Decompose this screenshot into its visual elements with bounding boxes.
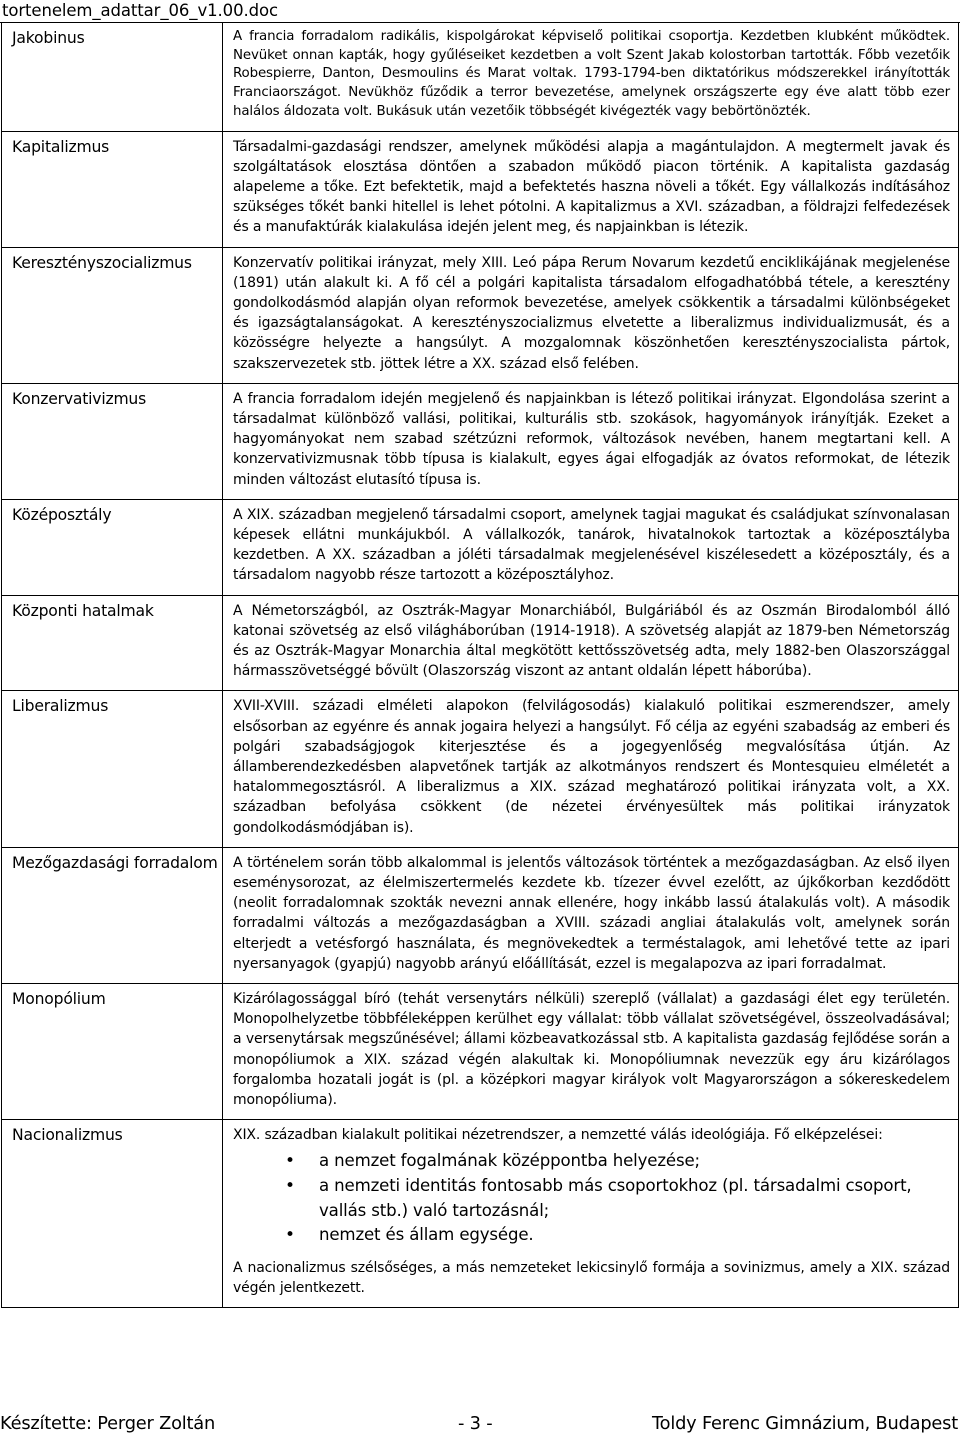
- document-header: [0, 0, 960, 23]
- definition-intro: XIX. században kialakult politikai nézetrendszer, a nemzetté válás ideológiája. Fő elképzelései:: [233, 1127, 883, 1144]
- footer-page-number: - 3 -: [458, 1413, 493, 1434]
- term-cell: Monopólium: [2, 984, 223, 1120]
- term-cell: Keresztényszocializmus: [2, 247, 223, 383]
- table-row: [2, 383, 959, 499]
- bullet-list: [233, 1149, 950, 1247]
- definition-text: A Németországból, az Osztrák-Magyar Monarchiából, Bulgáriából és az Oszmán Birodalomból álló katonai szövetség az első világháborúban (1914-1918). A szövetség alapját az 1879-ben Németország és az Osztrák-Magyar Monarchia által megkötött kettősszövetség adta, mely 1882-ben Olaszországgal hármasszövetséggé bővült (Olaszország viszont az antant oldalán lépett háborúba).: [233, 602, 950, 680]
- definition-cell: [223, 1120, 959, 1308]
- term-cell: Központi hatalmak: [2, 595, 223, 691]
- list-item: • a nemzet fogalmának középpontba helyezése;: [319, 1149, 950, 1174]
- definition-text: Társadalmi-gazdasági rendszer, amelynek működési alapja a magántulajdon. A megtermelt javak és szolgáltatások elosztása döntően a szabadon működő piacon történik. A kapitalista gazdaság alapeleme a tőke. Ezt befektetik, majd a befektetés haszna növeli a tőkét. Egy vállalkozás indításához szükséges tőkét banki hitellel is lehet pótolni. A kapitalizmus a XVI. században, a földrajzi felfedezések és a manufaktúrák kialakulása idején jelent meg, és napjainkban is létezik.: [233, 138, 950, 236]
- glossary-table: [1, 22, 959, 1308]
- table-row: [2, 984, 959, 1120]
- definition-cell: [223, 847, 959, 983]
- definition-cell: [223, 691, 959, 847]
- table-row: [2, 23, 959, 132]
- definition-cell: [223, 383, 959, 499]
- term-cell: Nacionalizmus: [2, 1120, 223, 1308]
- table-row: [2, 499, 959, 595]
- definition-cell: [223, 499, 959, 595]
- list-item: • a nemzeti identitás fontosabb más csoportokhoz (pl. társadalmi csoport, vallás stb.) való tartozásnál;: [319, 1174, 950, 1223]
- term-cell: Mezőgazdasági forradalom: [2, 847, 223, 983]
- definition-text: XVII-XVIII. századi elméleti alapokon (felvilágosodás) kialakuló politikai eszmerendszer, amely elsősorban az egyénre és annak jogaira helyezi a hangsúlyt. Fő célja az egyéni szabadság az emberi és polgári szabadságjogok kiterjesztése és a jogegyenlőség megvalósítása útján. Az államberendezkedésben alapvetőnek tartják az alkotmányos rendszert és Montesquieu elméletét a hatalommegosztásról. A liberalizmus a XIX. század meghatározó politikai irányzata volt, a XX. században befolyása csökkent (de nézetei érvényesültek más politikai irányzatok gondolkodásmódjában is).: [233, 698, 950, 836]
- definition-text: A XIX. században megjelenő társadalmi csoport, amelynek tagjai magukat és családjukat színvonalasan képesek ellátni munkájukból. A vállalkozók, tanárok, hivatalnokok tartoztak a középosztályba kezdetben. A XX. században a jóléti társadalmak megjelenésével kiszélesedett a középosztály, és a társadalom nagyobb része tartozott a középosztályhoz.: [233, 506, 950, 584]
- term-cell: Konzervativizmus: [2, 383, 223, 499]
- table-row: [2, 691, 959, 847]
- definition-cell: [223, 23, 959, 132]
- table-row: [2, 131, 959, 247]
- footer-school: Toldy Ferenc Gimnázium, Budapest: [652, 1413, 958, 1434]
- definition-text: A történelem során több alkalommal is jelentős változások történtek a mezőgazdaságban. Az első ilyen eseménysorozat, az élelmiszertermelés kezdete kb. tízezer évvel ezelőtt, az újkőkorban kezdődött (neolit forradalomnak szokták nevezni annak ellenére, hogy inkább lassú átalakulás volt). A második forradalmi változás a mezőgazdaságban a XVIII. századi angliai átalakulás volt, amelynek során elterjedt a vetésforgó használata, és megnövekedtek a terméstalagok, ami lehetővé tette az ipari nyersanyagok (gyapjú) nagyobb arányú előállítását, ezzel is megalapozva az ipari forradalmat.: [233, 854, 950, 972]
- table-row: [2, 1120, 959, 1308]
- term-cell: Liberalizmus: [2, 691, 223, 847]
- definition-cell: [223, 595, 959, 691]
- definition-text: A francia forradalom radikális, kispolgárokat képviselő politikai csoportja. Kezdetben klubként működtek. Nevüket onnan kapták, hogy gyűléseiket kezdetben a volt Szent Jakab kolostorban tartották. Főbb vezetőik Robespierre, Danton, Desmoulins és Marat voltak. 1793-1794-ben diktatórikus módszerekkel irányították Franciaországot. Nevükhöz fűződik a terror bevezetése, amelynek országszerte egy éve alatt több ezer halálos áldozata volt. Bukásuk után vezetőik többségét kivégezték vagy bebörtönözték.: [233, 29, 950, 119]
- term-cell: Középosztály: [2, 499, 223, 595]
- table-row: [2, 595, 959, 691]
- definition-cell: [223, 984, 959, 1120]
- definition-cell: [223, 131, 959, 247]
- definition-text: A francia forradalom idején megjelenő és napjainkban is létező politikai irányzat. Elgondolása szerint a társadalmat különböző vallási, politikai, kulturális stb. szokások, hagyományok irányítják. Ezeket a hagyományokat nem szabad szétzúzni reformok, változások nevében, hanem megtartani kell. A konzervativizmusnak több típusa is kialakult, egyes ágai elfogadják az óvatos reformokat, de létezik minden változást elutasító típusa is.: [233, 390, 950, 488]
- list-item: • nemzet és állam egysége.: [319, 1223, 950, 1248]
- footer-author: Készítette: Perger Zoltán: [0, 1413, 216, 1434]
- document-footer: [0, 1412, 960, 1436]
- term-cell: Kapitalizmus: [2, 131, 223, 247]
- document-filename: tortenelem_adattar_06_v1.00.doc: [2, 1, 278, 20]
- definition-text: Kizárólagossággal bíró (tehát versenytárs nélküli) szereplő (vállalat) a gazdasági élet egy területén. Monopolhelyzetbe többféleképpen kerülhet egy vállalat: több vállalat szövetségével, összeolvadásával; a versenytársak megszűnésével; állami közbeavatkozással stb. A kapitalista gazdaság fejlődése során a monopóliumok a XIX. század végén alakultak ki. Monopóliumnak nevezzük egy áru kizárólagos forgalomba hozatali jogát is (pl. a középkori magyar királyok volt Magyarországon a sókereskedelem monopóliuma).: [233, 991, 950, 1109]
- table-row: [2, 847, 959, 983]
- term-cell: Jakobinus: [2, 23, 223, 132]
- table-row: [2, 247, 959, 383]
- definition-outro: A nacionalizmus szélsőséges, a más nemzeteket lekicsinylő formája a sovinizmus, amely a XIX. század végén jelentkezett.: [233, 1259, 950, 1297]
- definition-cell: [223, 247, 959, 383]
- definition-text: Konzervatív politikai irányzat, mely XIII. Leó pápa Rerum Novarum kezdetű enciklikájának megjelenése (1891) után alakult ki. A fő cél a polgári kapitalista társadalom elfogadhatóbbá tétele, a keresztény gondolkodásmód alapján olyan reformok bevezetése, amelyek csökkentik a társadalmi különbségeket és igazságtalanságokat. A keresztényszocializmus elvetette a liberalizmus individualizmusát, és a közösségre helyezte a hangsúlyt. A mozgalomnak köszönhetően keresztényszocialista pártok, szakszervezetek stb. jöttek létre a XX. század első felében.: [233, 254, 950, 372]
